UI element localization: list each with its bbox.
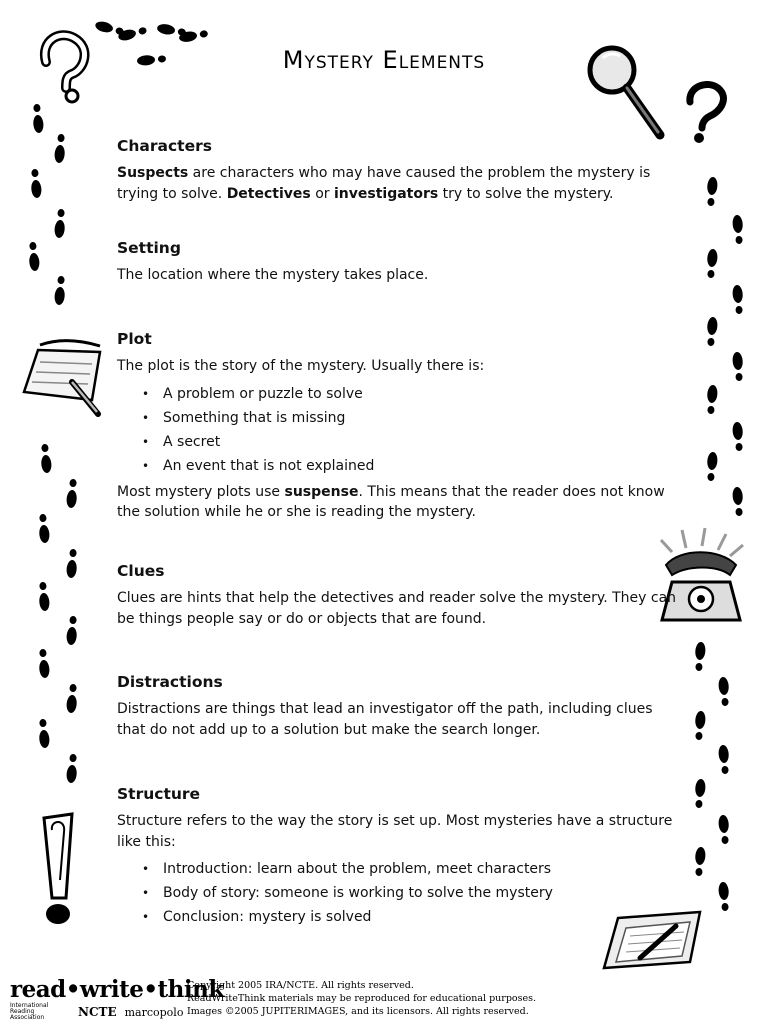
footprint-icon: [706, 385, 718, 415]
section-heading: Distractions: [117, 673, 223, 691]
footprint-trail-left-top: [28, 104, 67, 306]
notepad-pencil-icon: [24, 341, 100, 414]
footprint-icon: [706, 249, 718, 279]
footprint-icon: [732, 487, 744, 517]
term-suspense: suspense: [284, 483, 359, 500]
section-distractions: [117, 673, 677, 740]
plot-list: [117, 382, 677, 478]
question-mark-icon: [690, 84, 724, 143]
section-heading: Structure: [117, 785, 201, 803]
list-item: • Body of story: someone is working to solve the mystery: [163, 881, 677, 905]
list-item: • An event that is not explained: [163, 454, 677, 478]
structure-list: [117, 857, 677, 929]
footprint-icon: [718, 815, 730, 845]
footprint-icon: [66, 549, 78, 579]
list-item: • Something that is missing: [163, 406, 677, 430]
footprint-icon: [66, 616, 78, 646]
exclamation-mark-icon: [44, 814, 72, 924]
term-detectives: Detectives: [226, 185, 311, 202]
footprint-icon: [32, 104, 44, 134]
term-investigators: investigators: [333, 185, 439, 202]
footprint-trail-right-bottom: [694, 642, 731, 912]
footprint-icon: [706, 317, 718, 347]
section-body: Clues are hints that help the detectives and reader solve the mystery. They can be things people say or do or objects that are found.: [117, 590, 677, 627]
footprint-icon: [40, 444, 52, 474]
section-characters: [117, 137, 677, 204]
section-heading: Characters: [117, 137, 212, 155]
footprint-icon: [54, 134, 66, 164]
copyright-line: Images ©2005 JUPITERIMAGES, and its licensors. All rights reserved.: [187, 1006, 529, 1017]
ncte-logo: NCTE: [78, 1005, 117, 1019]
footprint-icon: [66, 479, 78, 509]
footprint-icon: [732, 422, 744, 452]
section-intro: Structure refers to the way the story is set up. Most mysteries have a structure like this:: [117, 813, 673, 850]
footprint-icon: [38, 514, 50, 544]
footprint-icon: [732, 352, 744, 382]
footprint-icon: [54, 209, 66, 239]
copyright-notice: [187, 979, 536, 1018]
body-text: Most mystery plots use: [117, 483, 285, 500]
ira-logo: International Reading Association: [10, 1002, 49, 1021]
footprint-icon: [66, 754, 78, 784]
footprint-icon: [718, 677, 730, 707]
section-heading: Plot: [117, 330, 152, 348]
copyright-line: Copyright 2005 IRA/NCTE. All rights reserved.: [187, 980, 414, 991]
footprint-icon: [28, 242, 40, 272]
footprint-icon: [30, 169, 42, 199]
footprint-icon: [706, 452, 718, 482]
footprint-icon: [38, 719, 50, 749]
section-heading: Setting: [117, 239, 181, 257]
footprint-icon: [38, 649, 50, 679]
copyright-line: ReadWriteThink materials may be reproduced for educational purposes.: [187, 993, 537, 1004]
body-text: . This means that the reader does not know the solution while he or she is reading the mystery.: [117, 483, 665, 520]
term-suspects: Suspects: [117, 165, 189, 181]
footprint-icon: [718, 882, 730, 912]
section-intro: The plot is the story of the mystery. Usually there is:: [117, 358, 485, 374]
body-text: are characters who may have caused the problem the mystery is trying to solve.: [117, 165, 651, 202]
section-structure: [117, 785, 677, 933]
body-text: try to solve the mystery.: [438, 185, 614, 202]
body-text: or: [310, 185, 334, 202]
list-item: • Introduction: learn about the problem, meet characters: [163, 857, 677, 881]
section-body: [117, 482, 677, 523]
section-body: [117, 163, 677, 204]
footprint-icon: [117, 25, 148, 42]
page-title: Mystery Elements: [282, 46, 486, 74]
footprint-icon: [694, 642, 706, 672]
footprint-icon: [66, 684, 78, 714]
list-item: • A secret: [163, 430, 677, 454]
footprint-icon: [718, 745, 730, 775]
footprint-trail-left-middle: [38, 444, 79, 784]
section-setting: [117, 239, 677, 286]
footprint-icon: [38, 582, 50, 612]
footprint-icon: [694, 847, 706, 877]
footprint-icon: [706, 177, 718, 207]
section-plot: [117, 330, 677, 523]
section-body: Distractions are things that lead an investigator off the path, including clues that do not add up to a solution but make the search longer.: [117, 701, 653, 738]
marcopolo-logo: marcopolo: [124, 1005, 184, 1019]
footprint-icon: [732, 215, 744, 245]
section-heading: Clues: [117, 562, 165, 580]
list-item: • A problem or puzzle to solve: [163, 382, 677, 406]
footprint-trail-right-top: [706, 177, 745, 517]
section-clues: [117, 562, 677, 629]
footprint-icon: [54, 276, 66, 306]
list-item: • Conclusion: mystery is solved: [163, 905, 677, 929]
footprint-icon: [694, 711, 706, 741]
section-body: The location where the mystery takes place.: [117, 267, 429, 283]
footprint-icon: [732, 285, 744, 315]
footprint-icon: [694, 779, 706, 809]
logo-wordmark: read•write•think: [10, 976, 224, 1003]
